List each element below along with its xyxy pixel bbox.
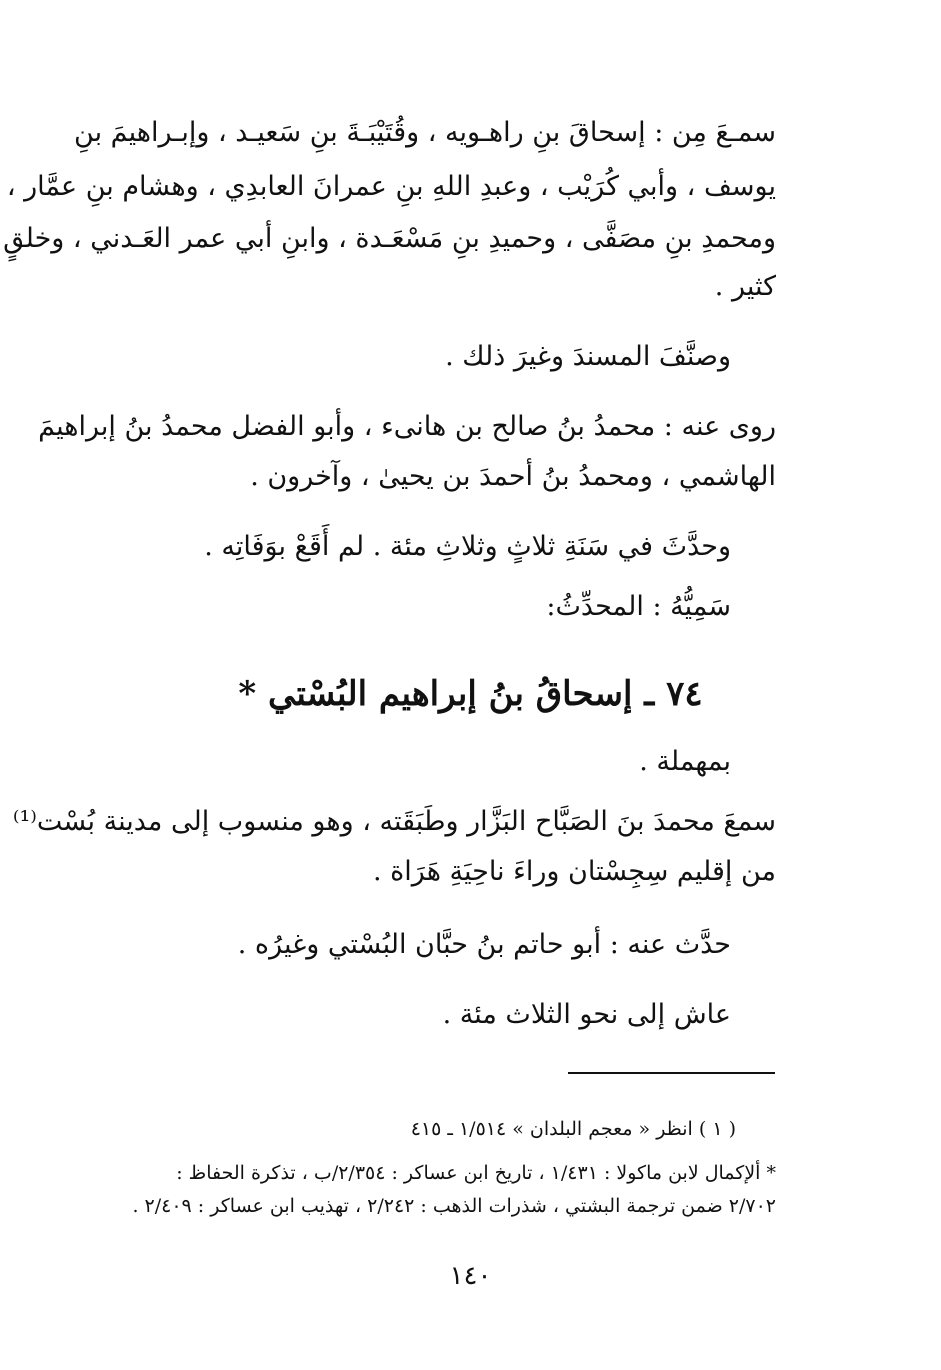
paragraph-namesake: سَمِيُّهُ : المحدِّثُ: — [546, 591, 731, 622]
paragraph-narrated-from: حدَّث عنه : أبو حاتم بنُ حبَّان البُسْتي وغيرُه . — [237, 929, 731, 960]
paragraph-death-note: وحدَّثَ في سَنَةِ ثلاثٍ وثلاثِ مئة . لم أَقَعْ بوَفَاتِه . — [204, 531, 731, 562]
paragraph-teachers-line-3: ومحمدِ بنِ مصَفَّى ، وحميدِ بنِ مَسْعَـدة ، وابنِ أبي عمر العَـدني ، وخلقٍ — [3, 223, 776, 254]
paragraph-narrators-line-2: الهاشمي ، ومحمدُ بنُ أحمدَ بن يحيىٰ ، وآخرون . — [250, 461, 776, 492]
paragraph-teachers-line-1: سمـعَ مِن : إسحاقَ بنِ راهـويه ، وقُتَيْبَـةَ بنِ سَعيـد ، وإبـراهيمَ بنِ — [74, 117, 776, 148]
paragraph-works: وصنَّفَ المسندَ وغيرَ ذلك . — [445, 341, 731, 372]
paragraph-bust-line-2: من إقليم سِجِسْتان وراءَ ناحِيَةِ هَرَاة . — [372, 856, 776, 887]
paragraph-teachers-line-2: يوسف ، وأبي كُرَيْب ، وعبدِ اللهِ بنِ عمرانَ العابدِي ، وهشام بنِ عمَّار ، — [6, 171, 776, 202]
footnote-1: ( ١ ) انظر « معجم البلدان » ١/٥١٤ ـ ٤١٥ — [410, 1118, 736, 1140]
footnote-sources-line-1: * ألإكمال لابن ماكولا : ١/٤٣١ ، تاريخ ابن عساكر : ٢/٣٥٤/ب ، تذكرة الحفاظ : — [176, 1162, 776, 1184]
page-number: ١٤٠ — [449, 1261, 492, 1291]
entry-heading: ٧٤ ـ إسحاقُ بنُ إبراهيم البُسْتي * — [238, 674, 703, 714]
paragraph-spelling-note: بمهملة . — [639, 746, 731, 777]
paragraph-teachers-line-4: كثير . — [714, 271, 776, 302]
paragraph-narrators-line-1: روى عنه : محمدُ بنُ صالح بن هانىء ، وأبو الفضل محمدُ بنُ إبراهيمَ — [38, 411, 776, 442]
paragraph-lifespan: عاش إلى نحو الثلاث مئة . — [442, 999, 731, 1030]
footnote-separator — [568, 1072, 775, 1074]
paragraph-bust-line-1: سمعَ محمدَ بنَ الصَبَّاح البَزَّار وطَبَقَته ، وهو منسوب إلى مدينة بُسْت⁽¹⁾ — [12, 806, 776, 837]
footnote-sources-line-2: ٢/٧٠٢ ضمن ترجمة البشتي ، شذرات الذهب : ٢/٢٤٢ ، تهذيب ابن عساكر : ٢/٤٠٩ . — [132, 1195, 776, 1217]
